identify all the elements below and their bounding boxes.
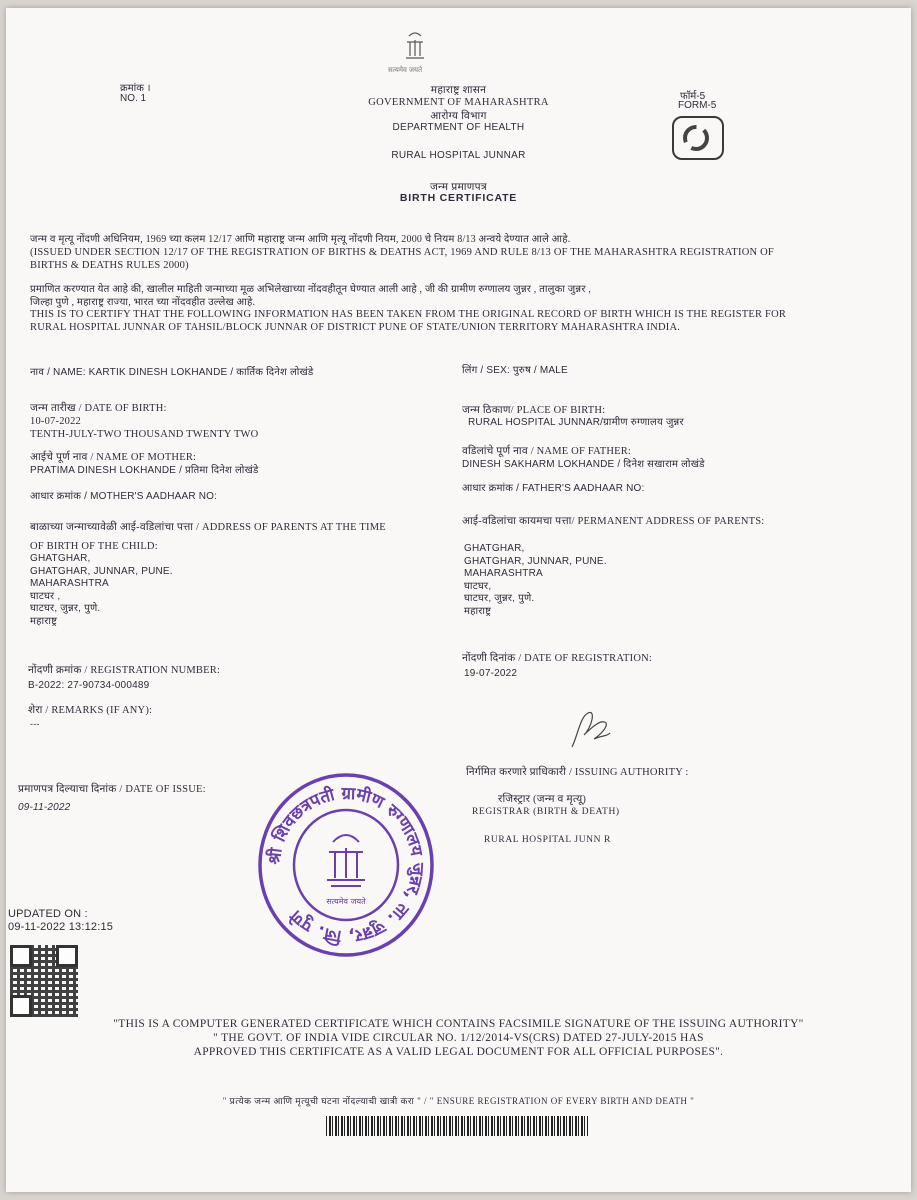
barcode-icon <box>326 1116 588 1136</box>
issue-value: 09-11-2022 <box>18 802 71 813</box>
title-mr: जन्म प्रमाणपत्र <box>429 182 488 193</box>
addr-birth-line: घाटघर, जुन्नर, पुणे. <box>30 603 101 614</box>
title-en: BIRTH CERTIFICATE <box>399 192 518 204</box>
dob-words: TENTH-JULY-TWO THOUSAND TWENTY TWO <box>30 429 259 440</box>
pob-value: RURAL HOSPITAL JUNNAR/ग्रामीण रुग्णालय जुन्नर <box>468 417 684 428</box>
mother-value: PRATIMA DINESH LOKHANDE / प्रतिमा दिनेश लोखंडे <box>30 465 259 476</box>
addr-birth-line: GHATGHAR, JUNNAR, PUNE. <box>30 565 173 577</box>
addr-birth-line: महाराष्ट्र <box>30 615 58 627</box>
dob-label: जन्म तारीख / DATE OF BIRTH: <box>30 403 167 414</box>
reg-date-label: नोंदणी दिनांक / DATE OF REGISTRATION: <box>462 653 652 664</box>
state-emblem-icon <box>395 28 435 68</box>
govt-en: GOVERNMENT OF MAHARASHTRA <box>368 97 549 108</box>
dob-value: 10-07-2022 <box>30 416 81 427</box>
addr-perm-line: GHATGHAR, JUNNAR, PUNE. <box>464 555 607 567</box>
hospital-seal <box>255 770 437 960</box>
registrar-en: REGISTRAR (BIRTH & DEATH) <box>472 807 620 817</box>
addr-birth-label-2: OF BIRTH OF THE CHILD: <box>30 541 158 552</box>
footer-line-1: "THIS IS A COMPUTER GENERATED CERTIFICATE WHICH CONTAINS FACSIMILE SIGNATURE OF THE ISSUING AUTHORITY" <box>113 1018 804 1030</box>
mother-label: आईचे पूर्ण नाव / NAME OF MOTHER: <box>30 452 197 463</box>
reg-no-label: नोंदणी क्रमांक / REGISTRATION NUMBER: <box>28 665 221 676</box>
form-mr: फॉर्म-5 <box>680 91 706 102</box>
authority-label: निर्गमित करणारे प्राधिकारी / ISSUING AUTHORITY : <box>466 767 689 778</box>
intro-en-1: (ISSUED UNDER SECTION 12/17 OF THE REGISTRATION OF BIRTHS & DEATHS ACT, 1969 AND RULE 8/13 OF THE MAHARASHTRA REGISTRATION OF <box>30 247 774 258</box>
signature-icon <box>566 705 614 753</box>
addr-birth-line: MAHARASHTRA <box>30 578 109 589</box>
updated-value: 09-11-2022 13:12:15 <box>8 921 114 933</box>
name-field: नाव / NAME: KARTIK DINESH LOKHANDE / कार्तिक दिनेश लोखंडे <box>30 367 314 378</box>
addr-perm-label: आई-वडिलांचा कायमचा पत्ता/ PERMANENT ADDRESS OF PARENTS: <box>462 516 765 527</box>
cert-en-1: THIS IS TO CERTIFY THAT THE FOLLOWING INFORMATION HAS BEEN TAKEN FROM THE ORIGINAL RECORD OF BIRTH WHICH IS THE REGISTER FOR <box>30 309 787 320</box>
remarks-value: --- <box>30 719 40 729</box>
dept-en: DEPARTMENT OF HEALTH <box>392 122 525 133</box>
form-en: FORM-5 <box>678 100 717 111</box>
seal-ring-text: श्री शिवछत्रपती ग्रामीण रुग्णालय जुन्नर, ता. जुन्नर, जि. पुणे <box>264 783 428 947</box>
footer-line-3: APPROVED THIS CERTIFICATE AS A VALID LEGAL DOCUMENT FOR ALL OFFICIAL PURPOSES". <box>193 1046 724 1058</box>
reg-no-value: B-2022: 27-90734-000489 <box>28 680 150 691</box>
seal-motto: सत्यमेव जयते <box>326 897 366 906</box>
footer-slogan: " प्रत्येक जन्म आणि मृत्यूची घटना नोंदल्याची खात्री करा " / " ENSURE REGISTRATION OF EVERY BIRTH AND DEATH " <box>222 1096 695 1106</box>
cert-mr-2: जिल्हा पुणे , महाराष्ट्र राज्या, भारत च्या नोंदवहीत उल्लेख आहे. <box>30 297 256 308</box>
sex-field: लिंग / SEX: पुरुष / MALE <box>462 365 568 376</box>
pob-label: जन्म ठिकाण/ PLACE OF BIRTH: <box>462 405 606 416</box>
father-value: DINESH SAKHARM LOKHANDE / दिनेश सखाराम लोखंडे <box>462 459 705 470</box>
cert-mr-1: प्रमाणित करण्यात येत आहे की, खालील माहिती जन्माच्या मूळ अभिलेखाच्या नोंदवहीतून घेण्यात आली आहे , जी की ग्रामीण रुग्णालय जुन्नर , तालुका जुन्नर , <box>30 284 592 295</box>
emblem-caption: सत्यमेव जयते <box>388 67 423 74</box>
reg-date-value: 19-07-2022 <box>464 668 518 679</box>
serial-en: NO. 1 <box>120 93 147 104</box>
footer-line-2: " THE GOVT. OF INDIA VIDE CIRCULAR NO. 1/12/2014-VS(CRS) DATED 27-JULY-2015 HAS <box>213 1032 704 1044</box>
cert-en-2: RURAL HOSPITAL JUNNAR OF TAHSIL/BLOCK JUNNAR OF DISTRICT PUNE OF STATE/UNION TERRITORY MAHARASHTRA INDIA. <box>30 322 681 333</box>
addr-perm-line: GHATGHAR, <box>464 543 525 554</box>
addr-perm-line: महाराष्ट्र <box>464 605 492 617</box>
addr-birth-line: GHATGHAR, <box>30 553 91 564</box>
hospital-name: RURAL HOSPITAL JUNNAR <box>391 150 526 161</box>
father-label: वडिलांचे पूर्ण नाव / NAME OF FATHER: <box>462 446 632 457</box>
intro-mr: जन्म व मृत्यू नोंदणी अधिनियम, 1969 च्या कलम 12/17 आणि महाराष्ट्र जन्म आणि मृत्यू नोंदणी नियम, 2000 चे नियम 8/13 अन्वये देण्यात आले आहे. <box>30 234 571 245</box>
qr-code-icon <box>10 945 78 1017</box>
addr-perm-line: घाटघर, <box>464 580 492 592</box>
father-aadhaar: आधार क्रमांक / FATHER'S AADHAAR NO: <box>462 483 645 494</box>
addr-birth-label-1: बाळाच्या जन्माच्यावेळी आई-वडिलांचा पत्ता / ADDRESS OF PARENTS AT THE TIME <box>30 522 386 533</box>
addr-perm-lines <box>464 543 607 618</box>
serial-mr: क्रमांक । <box>120 83 151 94</box>
govt-mr: महाराष्ट्र शासन <box>430 85 487 96</box>
remarks-label: शेरा / REMARKS (IF ANY): <box>28 705 153 716</box>
addr-birth-lines <box>30 553 173 628</box>
addr-birth-line: घाटघर , <box>30 590 61 602</box>
issue-label: प्रमाणपत्र दिल्याचा दिनांक / DATE OF ISSUE: <box>18 784 206 795</box>
authority-hospital: RURAL HOSPITAL JUNN R <box>484 835 611 845</box>
registrar-mr: रजिस्ट्रार (जन्म व मृत्यू) <box>498 794 587 805</box>
dept-mr: आरोग्य विभाग <box>430 111 487 122</box>
addr-perm-line: MAHARASHTRA <box>464 568 543 579</box>
mother-aadhaar: आधार क्रमांक / MOTHER'S AADHAAR NO: <box>30 491 218 502</box>
seal-emblem-icon <box>327 835 365 886</box>
updated-label: UPDATED ON : <box>8 908 88 920</box>
intro-en-2: BIRTHS & DEATHS RULES 2000) <box>30 260 189 271</box>
addr-perm-line: घाटघर, जुन्नर, पुणे. <box>464 593 535 604</box>
